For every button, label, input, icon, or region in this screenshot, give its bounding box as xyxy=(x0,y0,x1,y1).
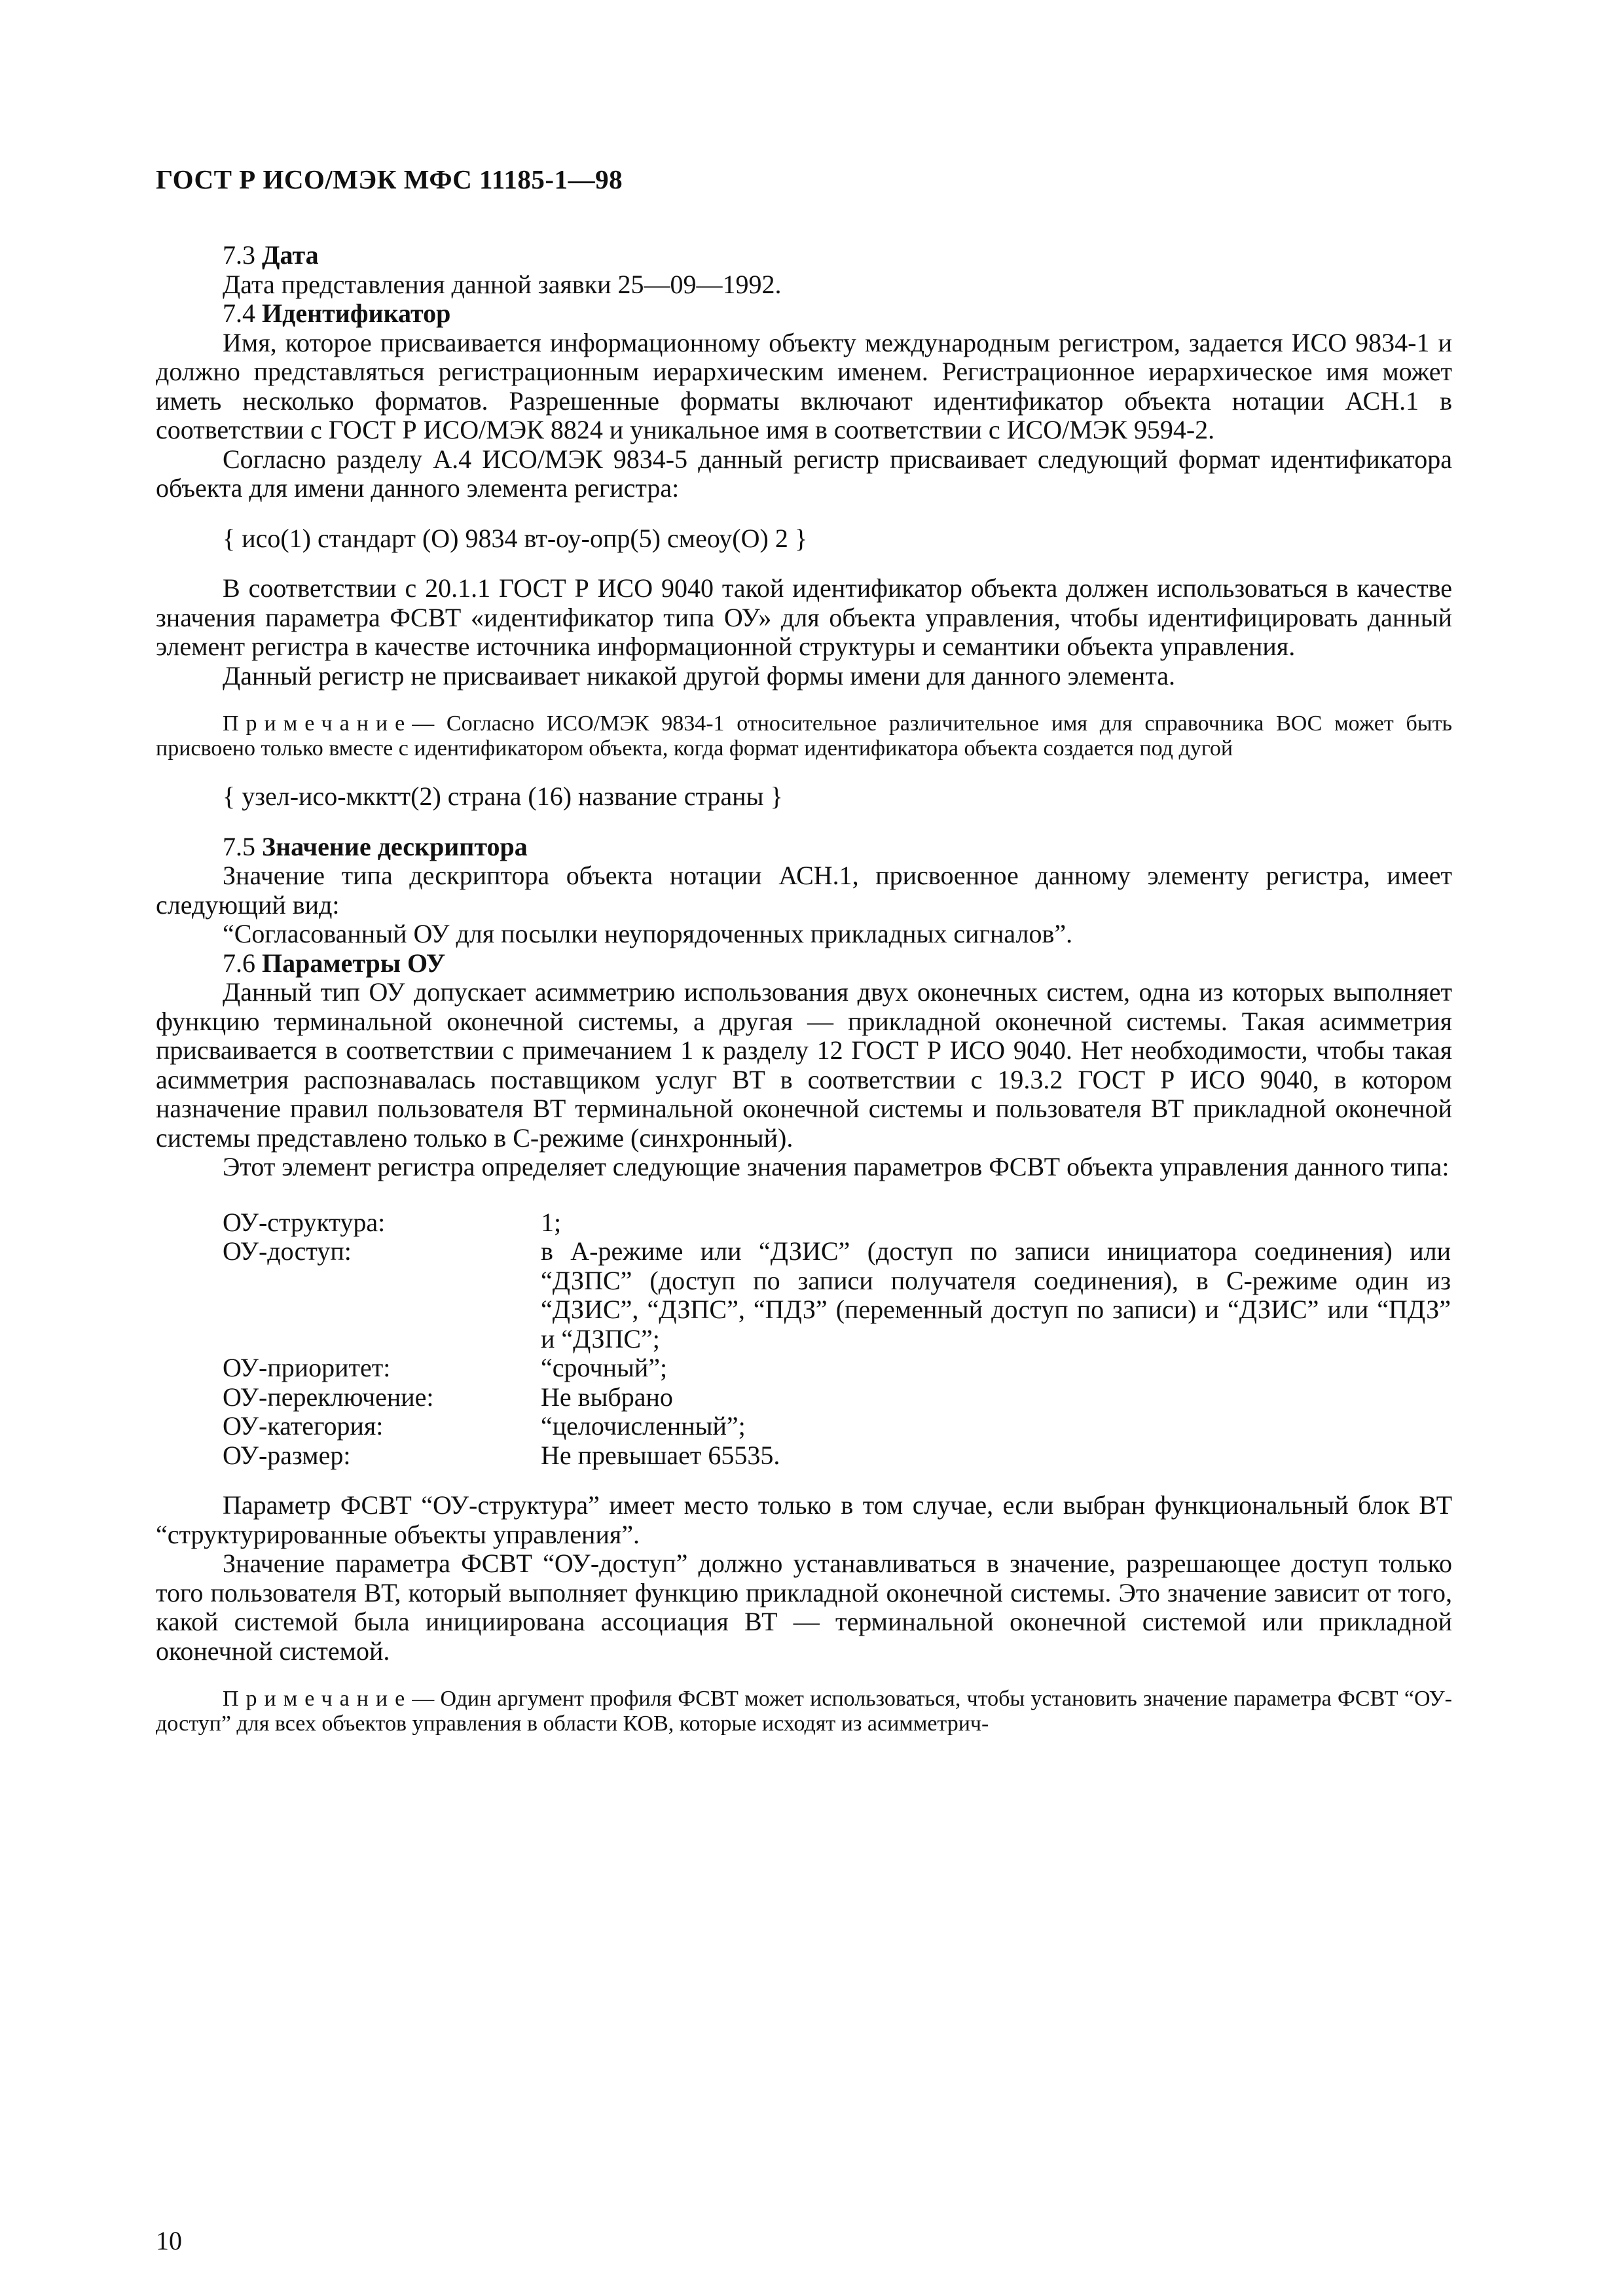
page-number: 10 xyxy=(156,2226,182,2255)
table-row xyxy=(223,1441,1451,1471)
section-number: 7.4 xyxy=(223,298,255,328)
table-row xyxy=(223,1208,1451,1238)
paragraph: Данный регистр не присваивает никакой другой формы имени для данного элемента. xyxy=(223,660,1176,691)
param-key: ОУ-доступ: xyxy=(223,1236,352,1266)
paragraph: “Согласованный ОУ для посылки неупорядоченных прикладных сигналов”. xyxy=(223,919,1073,948)
section-title: Значение дескриптора xyxy=(262,831,528,861)
name-form-formula: { узел-исо-мкктт(2) страна (16) название страны } xyxy=(223,781,783,811)
section-title: Параметры ОУ xyxy=(262,948,446,978)
section-title: Идентификатор xyxy=(262,298,451,328)
paragraph: Параметр ФСВТ “ОУ-структура” имеет место только в том случае, если выбран функциональный блок ВТ “структурированные объекты управления”. xyxy=(156,1490,1452,1549)
table-row xyxy=(223,1354,1451,1383)
document-page xyxy=(156,164,1452,1736)
param-key: ОУ-приоритет: xyxy=(223,1353,391,1382)
object-identifier-formula: { исо(1) стандарт (О) 9834 вт-оу-опр(5) смеоу(О) 2 } xyxy=(223,523,808,553)
paragraph: Имя, которое присваивается информационному объекту международным регистром, задается ИСО 9834-1 и должно представляться регистрационным иерархическим именем. Регистрационное иерархическое имя может иметь несколько форматов. Разрешенные форматы включают идентификатор объекта нотации АСН.1 в соответствии с ГОСТ Р ИСО/МЭК 8824 и уникальное имя в соответствии с ИСО/МЭК 9594-2. xyxy=(156,327,1452,444)
param-key: ОУ-структура: xyxy=(223,1207,386,1237)
param-value: Не превышает 65535. xyxy=(541,1440,780,1470)
table-row xyxy=(223,1412,1451,1441)
param-key: ОУ-переключение: xyxy=(223,1382,434,1412)
param-value: 1; xyxy=(541,1207,562,1237)
section-7-6-heading xyxy=(223,949,1452,978)
note-label: Примечание xyxy=(223,1687,412,1711)
section-7-5-heading xyxy=(223,833,1452,862)
note-label: Примечание xyxy=(223,711,412,736)
section-title: Дата xyxy=(262,240,319,270)
note xyxy=(156,1687,1452,1736)
section-7-3-text: Дата представления данной заявки 25—09—1992. xyxy=(223,269,782,299)
document-header: ГОСТ Р ИСО/МЭК МФС 11185-1—98 xyxy=(156,164,623,194)
paragraph: Значение параметра ФСВТ “ОУ-доступ” должно устанавливаться в значение, разрешающее доступ только того пользователя ВТ, который выполняет функцию прикладной оконечной системы. Это значение зависит от того, какой системой была инициирована ассоциация ВТ — терминальной оконечной системой или прикладной оконечной системой. xyxy=(156,1549,1452,1666)
section-number: 7.6 xyxy=(223,948,255,978)
param-value: “срочный”; xyxy=(541,1353,668,1382)
note-text: — Один аргумент профиля ФСВТ может использоваться, чтобы установить значение параметра ФСВТ “ОУ-доступ” для всех объектов управления в области КОВ, которые исходят из асимметрич- xyxy=(156,1687,1452,1736)
paragraph: Данный тип ОУ допускает асимметрию использования двух оконечных систем, одна из которых выполняет функцию терминальной оконечной системы, а другая — прикладной оконечной системы. Такая асимметрия присваивается в соответствии с примечанием 1 к разделу 12 ГОСТ Р ИСО 9040. Нет необходимости, чтобы такая асимметрия распознавалась поставщиком услуг ВТ в соответствии с 19.3.2 ГОСТ Р ИСО 9040, в котором назначение правил пользователя ВТ терминальной оконечной системы и пользователя ВТ прикладной оконечной системы представлено только в С-режиме (синхронный). xyxy=(156,977,1452,1153)
section-7-3-heading xyxy=(223,241,1452,270)
section-number: 7.3 xyxy=(223,240,255,270)
table-row xyxy=(223,1383,1451,1412)
param-key: ОУ-категория: xyxy=(223,1411,384,1441)
param-value: в А-режиме или “ДЗИС” (доступ по записи инициатора соединения) или “ДЗПС” (доступ по записи получателя соединения), в С-режиме один из “ДЗИС”, “ДЗПС”, “ПДЗ” (переменный доступ по записи) и “ДЗИС” или “ПДЗ” и “ДЗПС”; xyxy=(541,1236,1451,1354)
param-value: “целочисленный”; xyxy=(541,1411,746,1441)
paragraph: Согласно разделу А.4 ИСО/МЭК 9834-5 данный регистр присваивает следующий формат идентификатора объекта для имени данного элемента регистра: xyxy=(156,444,1452,503)
note xyxy=(156,711,1452,761)
param-value: Не выбрано xyxy=(541,1382,673,1412)
paragraph: Этот элемент регистра определяет следующие значения параметров ФСВТ объекта управления данного типа: xyxy=(223,1152,1450,1181)
paragraph: В соответствии с 20.1.1 ГОСТ Р ИСО 9040 такой идентификатор объекта должен использоваться в качестве значения параметра ФСВТ «идентификатор типа ОУ» для объекта управления, чтобы идентифицировать данный элемент регистра в качестве источника информационной структуры и семантики объекта управления. xyxy=(156,573,1452,661)
section-number: 7.5 xyxy=(223,831,255,861)
table-row xyxy=(223,1237,1451,1354)
section-7-4-heading xyxy=(223,299,1452,329)
paragraph: Значение типа дескриптора объекта нотации АСН.1, присвоенное данному элементу регистра, имеет следующий вид: xyxy=(156,861,1452,920)
note-text: — Согласно ИСО/МЭК 9834-1 относительное различительное имя для справочника ВОС может быть присвоено только вместе с идентификатором объекта, когда формат идентификатора объекта создается под дугой xyxy=(156,711,1452,761)
parameters-table xyxy=(223,1208,1451,1471)
param-key: ОУ-размер: xyxy=(223,1440,351,1470)
